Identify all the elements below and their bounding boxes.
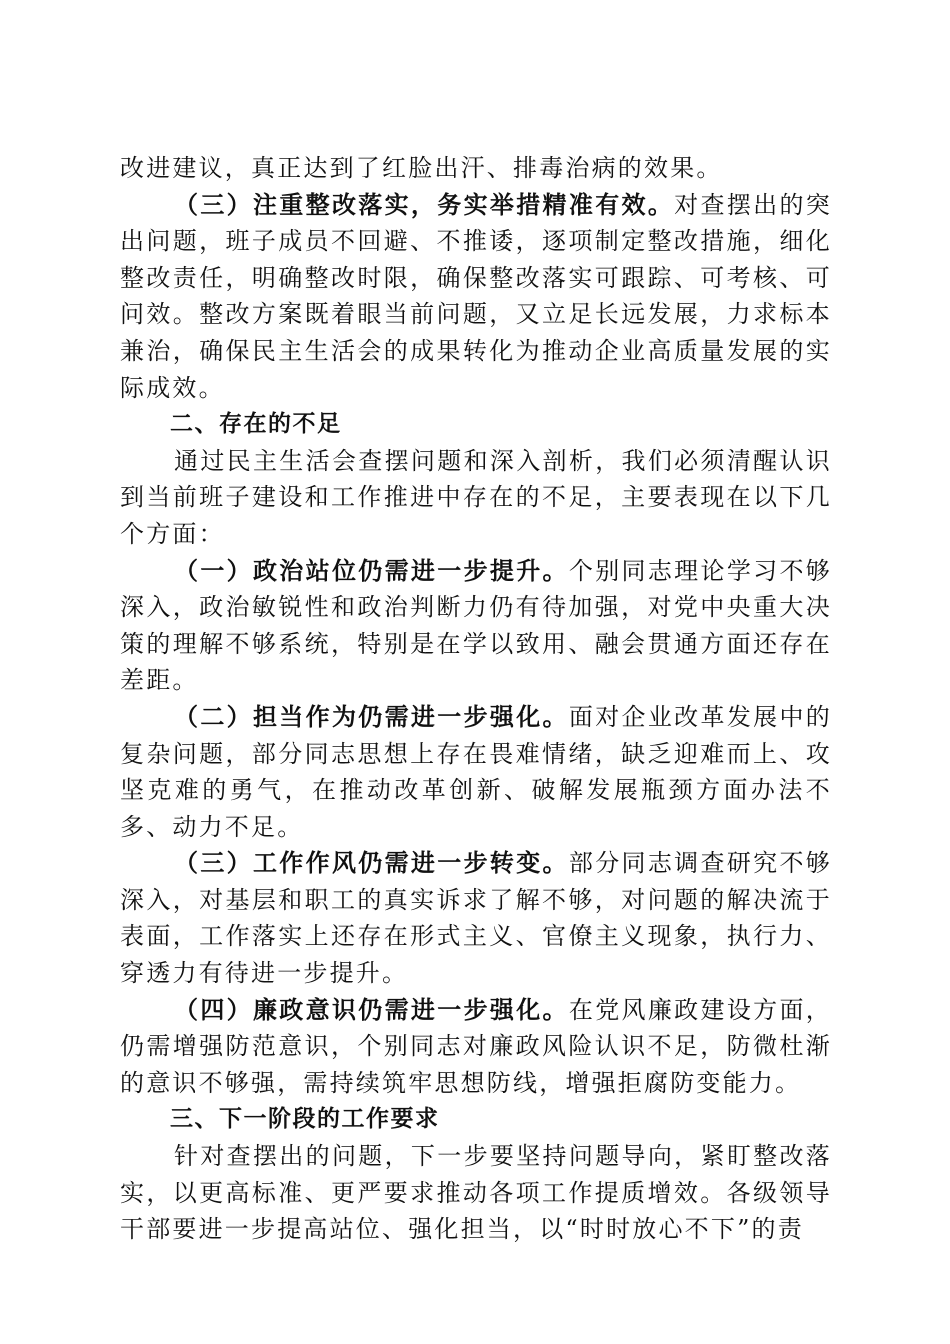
paragraph-text: 对查摆出的突出问题，班子成员不回避、不推诿，逐项制定整改措施，细化整改责任，明确整改时限，确保整改落实可跟踪、可考核、可问效。整改方案既着眼当前问题，又立足长远发展，力求标本兼治，确保民主生活会的成果转化为推动企业高质量发展的实际成效。: [120, 190, 832, 402]
paragraph-integrity: [120, 992, 832, 1102]
paragraph-text: 改进建议，真正达到了红脸出汗、排毒治病的效果。: [120, 154, 723, 182]
paragraph-text: 个别同志理论学习不够深入，政治敏锐性和政治判断力仍有待加强，对党中央重大决策的理解不够系统，特别是在学以致用、融会贯通方面还存在差距。: [120, 556, 832, 695]
paragraph-work-style: [120, 845, 832, 991]
paragraph-lead: （三）注重整改落实，务实举措精准有效。: [174, 189, 675, 219]
paragraph-text: 针对查摆出的问题，下一步要坚持问题导向，紧盯整改落实，以更高标准、更严要求推动各项工作提质增效。各级领导干部要进一步提高站位、强化担当，以“时时放心不下”的责: [120, 1142, 832, 1244]
paragraph-next-stage-intro: [120, 1138, 832, 1248]
paragraph-lead: （三）工作作风仍需进一步转变。: [174, 848, 569, 878]
section-heading-next-stage: 三、下一阶段的工作要求: [170, 1106, 440, 1133]
paragraph-political-stance: [120, 553, 832, 699]
paragraph-lead: （一）政治站位仍需进一步提升。: [174, 555, 569, 585]
paragraph-lead: （四）廉政意识仍需进一步强化。: [174, 994, 569, 1024]
paragraph-shortcomings-intro: [120, 443, 832, 553]
paragraph-text: 通过民主生活会查摆问题和深入剖析，我们必须清醒认识到当前班子建设和工作推进中存在的不足，主要表现在以下几个方面：: [120, 446, 832, 548]
paragraph-rectification: [120, 187, 832, 407]
paragraph-responsibility: [120, 699, 832, 845]
paragraph-continuation: [120, 150, 832, 187]
paragraph-lead: （二）担当作为仍需进一步强化。: [174, 701, 569, 731]
section-heading-shortcomings: 二、存在的不足: [170, 411, 342, 438]
document-body: [120, 150, 832, 1248]
paragraph-text: 部分同志调查研究不够深入，对基层和职工的真实诉求了解不够，对问题的解决流于表面，工作落实上还存在形式主义、官僚主义现象，执行力、穿透力有待进一步提升。: [120, 849, 832, 988]
paragraph-text: 在党风廉政建设方面，仍需增强防范意识，个别同志对廉政风险认识不足，防微杜渐的意识不够强，需持续筑牢思想防线，增强拒腐防变能力。: [120, 995, 832, 1097]
paragraph-text: 面对企业改革发展中的复杂问题，部分同志思想上存在畏难情绪，缺乏迎难而上、攻坚克难的勇气，在推动改革创新、破解发展瓶颈方面办法不多、动力不足。: [120, 702, 832, 841]
